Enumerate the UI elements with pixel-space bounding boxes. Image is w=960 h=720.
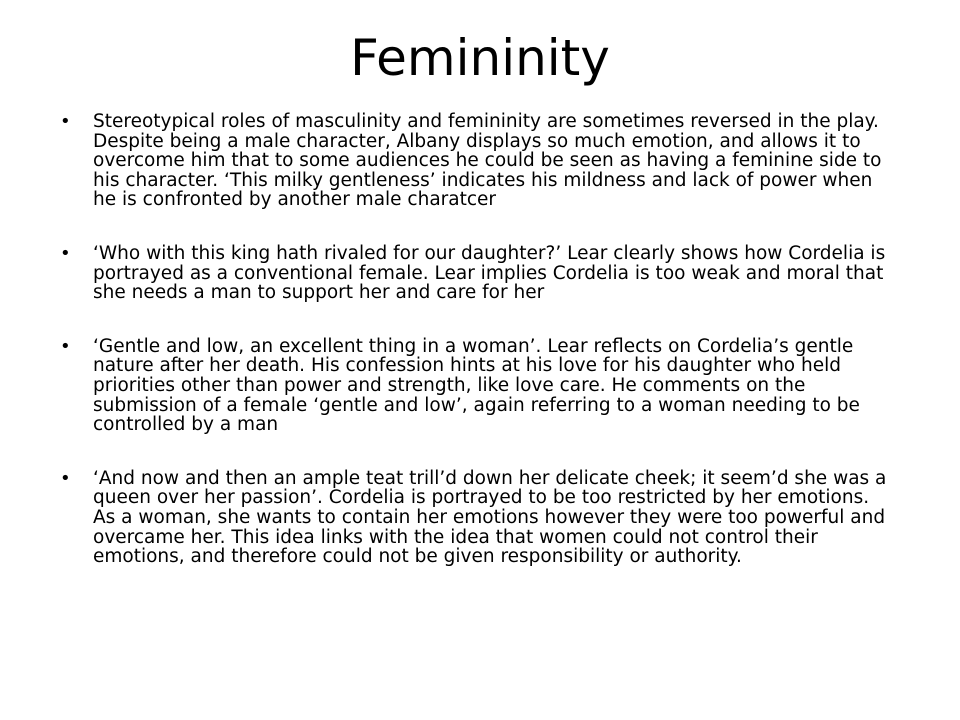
- bullet-item: [60, 469, 894, 567]
- bullet-item: [60, 112, 894, 210]
- bullet-text: ‘Gentle and low, an excellent thing in a woman’. Lear reflects on Cordelia’s gentle nature after her death. His confession hints at his love for his daughter who held priorities other than power and strength, like love care. He comments on the submission of a female ‘gentle and low’, again referring to a woman needing to be controlled by a man: [93, 335, 860, 436]
- bullet-dot-icon: •: [60, 467, 71, 489]
- bullet-text: Stereotypical roles of masculinity and femininity are sometimes reversed in the play. Despite being a male character, Albany displays so much emotion, and allows it to overcome him that to some audiences he could be seen as having a feminine side to his character. ‘This milky gentleness’ indicates his mildness and lack of power when he is confronted by another male charatcer: [93, 111, 882, 211]
- bullet-item: [60, 337, 894, 435]
- slide-title: Femininity: [350, 29, 610, 87]
- bullet-item: [60, 244, 894, 303]
- bullet-list: [60, 112, 894, 567]
- bullet-dot-icon: •: [60, 242, 71, 264]
- bullet-text: ‘And now and then an ample teat trill’d down her delicate cheek; it seem’d she was a queen over her passion’. Cordelia is portrayed to be too restricted by her emotions. As a woman, she wants to contain her emotions however they were too powerful and overcame her. This idea links with the idea that women could not control their emotions, and therefore could not be given responsibility or authority.: [93, 467, 887, 568]
- bullet-text: ‘Who with this king hath rivaled for our daughter?’ Lear clearly shows how Cordelia is portrayed as a conventional female. Lear implies Cordelia is too weak and moral that she needs a man to support her and care for her: [93, 242, 886, 304]
- bullet-dot-icon: •: [60, 335, 71, 357]
- bullet-dot-icon: •: [60, 111, 71, 132]
